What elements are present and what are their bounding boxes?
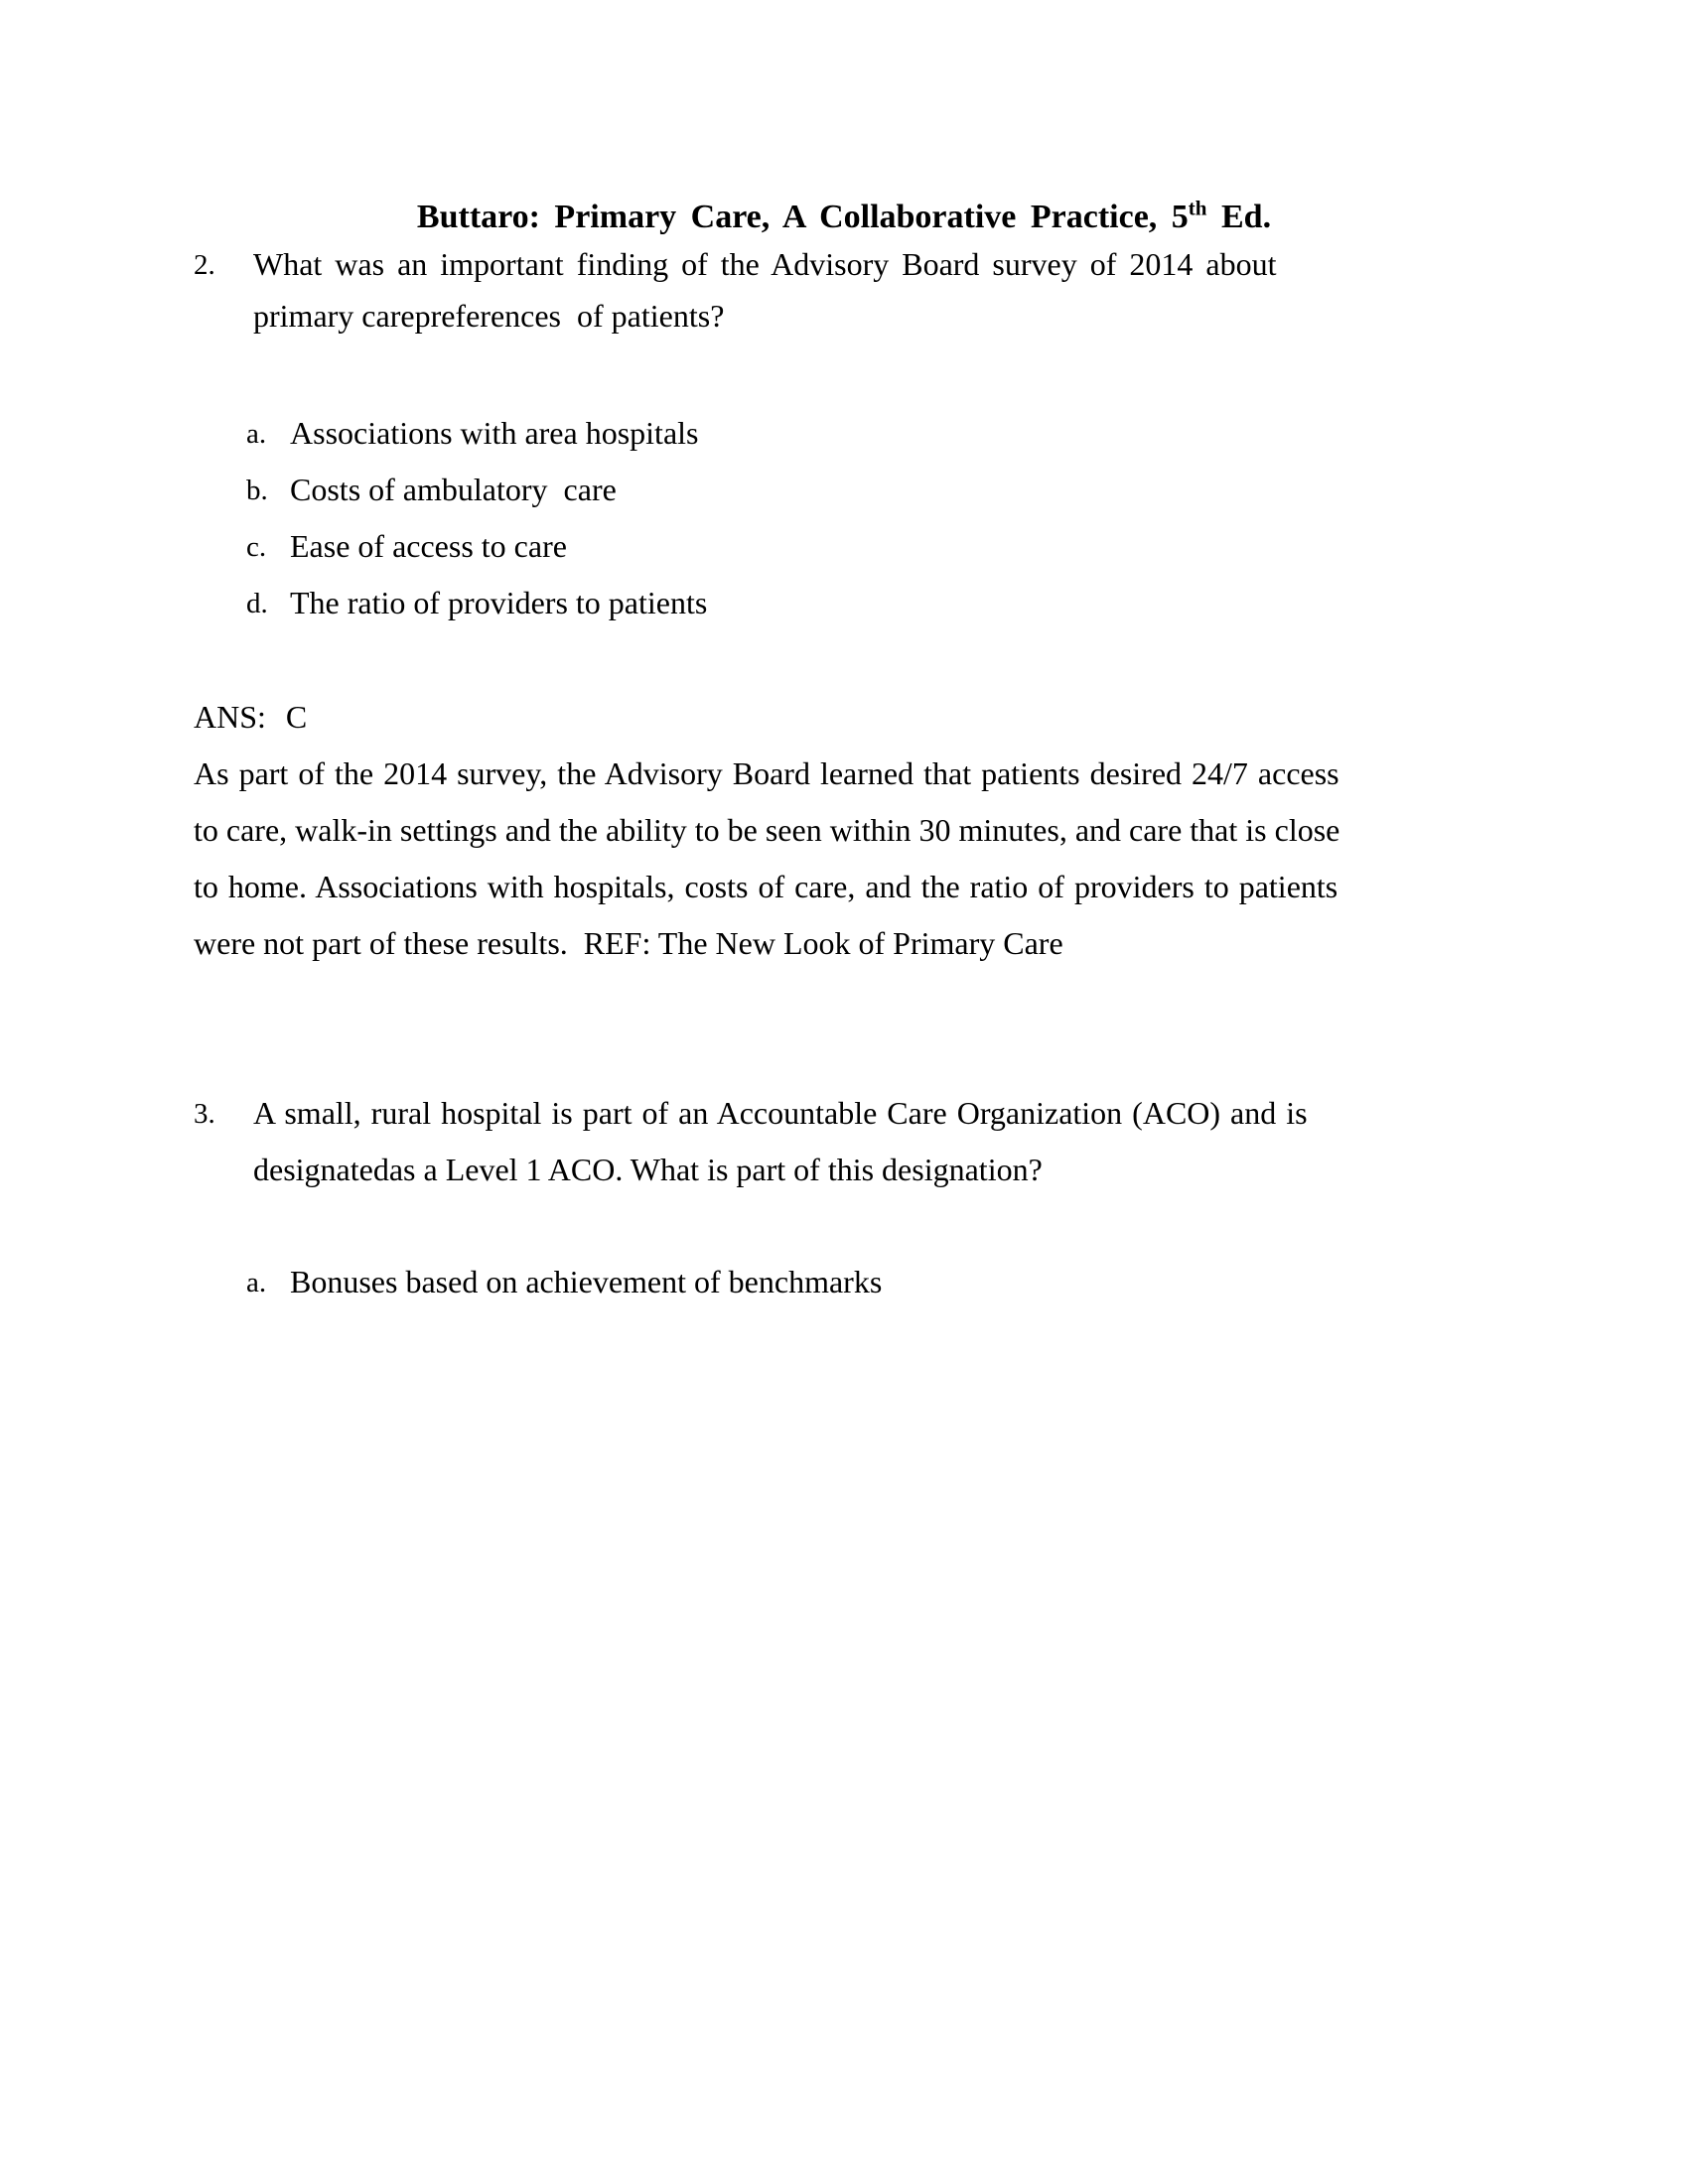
title-main: Buttaro: Primary Care, A Collaborative Practice, 5	[416, 199, 1189, 235]
title-ordinal-superscript: th	[1188, 196, 1207, 220]
q3-number: 3.	[194, 1098, 215, 1130]
q2-text-line1: What was an important finding of the Advisory Board survey of 2014 about	[253, 246, 1277, 282]
q2-option-a-letter: a.	[246, 418, 267, 450]
q2-answer-line	[194, 701, 307, 733]
q3-option-a-letter: a.	[246, 1267, 267, 1298]
q3-text-line1: A small, rural hospital is part of an Accountable Care Organization (ACO) and is	[253, 1095, 1308, 1131]
q2-option-d-letter: d.	[246, 588, 268, 619]
q2-option-d-text: The ratio of providers to patients	[290, 585, 708, 620]
q2-answer-label: ANS:	[194, 699, 266, 735]
q3-option-a-text: Bonuses based on achievement of benchmarks	[290, 1264, 883, 1299]
q2-option-b-letter: b.	[246, 475, 268, 506]
q2-rationale-line1: As part of the 2014 survey, the Advisory Board learned that patients desired 24/7 access	[194, 755, 1339, 791]
q2-number: 2.	[194, 249, 215, 281]
q2-option-b-text: Costs of ambulatory care	[290, 472, 617, 507]
q3-text-line2: designatedas a Level 1 ACO. What is part of this designation?	[253, 1152, 1043, 1187]
q2-answer-value: C	[285, 699, 308, 735]
q2-option-c-letter: c.	[246, 531, 267, 563]
q2-rationale-line3: to home. Associations with hospitals, costs of care, and the ratio of providers to patients	[194, 869, 1338, 904]
page-title	[0, 196, 1688, 235]
q2-rationale-line4: were not part of these results. REF: The New Look of Primary Care	[194, 925, 1063, 961]
q2-option-c-text: Ease of access to care	[290, 528, 567, 564]
q2-option-a-text: Associations with area hospitals	[290, 415, 699, 451]
q2-text-line2: primary carepreferences of patients?	[253, 298, 725, 334]
q2-rationale-line2: to care, walk-in settings and the ability to be seen within 30 minutes, and care that is close	[194, 812, 1340, 848]
title-tail: Ed.	[1206, 199, 1272, 235]
